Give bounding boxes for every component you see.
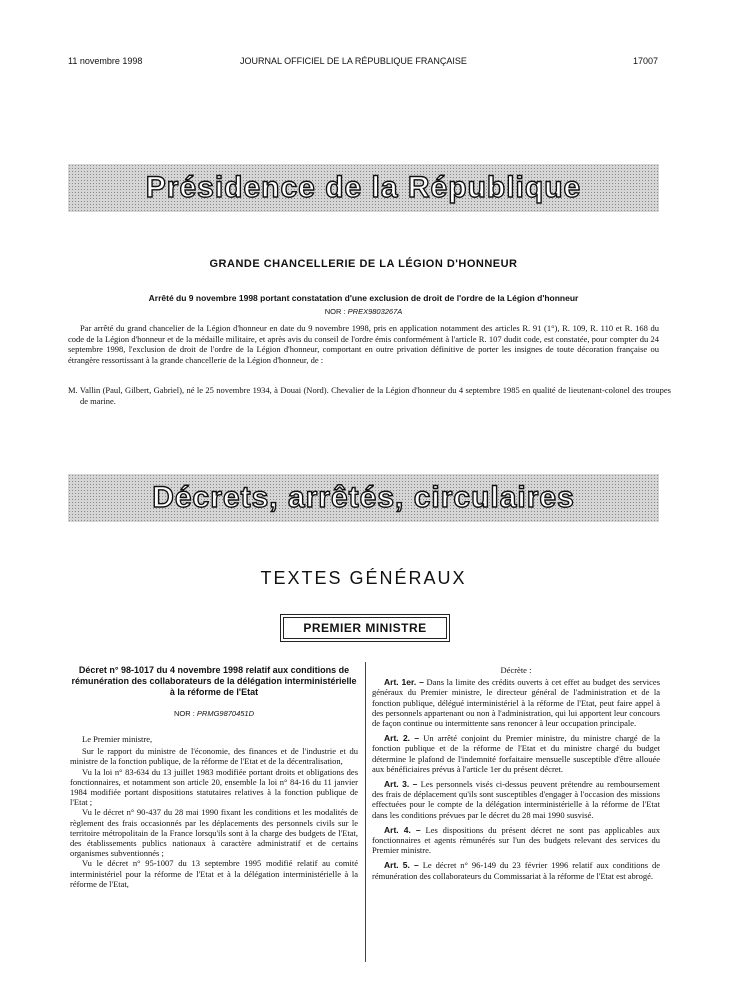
- decree-title: Décret n° 98-1017 du 4 novembre 1998 relatif aux conditions de rémunération des collaborateurs de la délégation interministérielle à la réforme de l'Etat: [71, 665, 357, 697]
- decree-paragraph: Vu le décret n° 90-437 du 28 mai 1990 fixant les conditions et les modalités de règlement des frais occasionnés par les déplacements des personnels civils sur le territoire métropolitain de la France lorsqu'ils sont à la charge des budgets de l'Etat, des établissements publics nationaux à caractère administratif et de certains organismes subventionnés ;: [70, 807, 358, 859]
- section-banner-decrets: [68, 474, 659, 522]
- decree-paragraph: Vu le décret n° 95-1007 du 13 septembre 1995 modifié relatif au comité interministériel pour la réforme de l'Etat et à la délégation interministérielle à la réforme de l'Etat,: [70, 858, 358, 889]
- banner-title: Présidence de la République: [145, 171, 582, 204]
- section-heading: GRANDE CHANCELLERIE DE LA LÉGION D'HONNEUR: [209, 258, 518, 270]
- article-label: Art. 3. –: [384, 779, 418, 790]
- decree-paragraph: Le Premier ministre,: [82, 734, 153, 744]
- section-banner-presidence: [68, 164, 659, 212]
- banner-title: Décrets, arrêtés, circulaires: [152, 481, 575, 514]
- article-text: Les personnels visés ci-dessus peuvent prétendre au remboursement des frais de déplacement qu'ils sont susceptibles d'engager à l'occasion des missions effectuées pour le compte de la délégation interministérielle à la réforme de l'Etat dans les conditions prévues par le décret du 28 mai 1990 susvisé.: [372, 779, 660, 820]
- nor-label: NOR :: [324, 307, 346, 316]
- section-heading: TEXTES GÉNÉRAUX: [260, 568, 467, 588]
- decree-paragraph: Vu la loi n° 83-634 du 13 juillet 1983 modifiée portant droits et obligations des fonctionnaires, et notamment son article 20, ensemble la loi n° 84-16 du 11 janvier 1984 modifiée portant dispositions statutaires relatives à la fonction publique de l'Etat ;: [70, 766, 358, 808]
- article: [372, 733, 660, 774]
- article-text: Les dispositions du présent décret ne sont pas applicables aux fonctionnaires et agents rémunérés sur l'un des budgets relevant des services du Premier ministre.: [372, 824, 661, 856]
- article-text: Un arrêté conjoint du Premier ministre, du ministre chargé de la fonction publique et de la réforme de l'Etat et du ministre chargé du budget détermine le plafond de l'indemnité forfaitaire mensuelle susceptible d'être allouée aux bénéficiaires prévus à l'article 1er du présent décret.: [372, 733, 660, 774]
- article: [372, 860, 660, 880]
- decree-right-column: [372, 665, 660, 886]
- act-title: Arrêté du 9 novembre 1998 portant constatation d'une exclusion de droit de l'ordre de la Légion d'honneur: [148, 293, 579, 303]
- ministry-box: [280, 614, 450, 642]
- nor-reference: [70, 709, 358, 718]
- ministry-label: PREMIER MINISTRE: [283, 617, 447, 639]
- article-label: Art. 2. –: [384, 733, 420, 744]
- nor-code: PRMG9870451D: [196, 709, 255, 718]
- article-label: Art. 5. –: [384, 860, 419, 871]
- header-date: 11 novembre 1998: [68, 56, 143, 66]
- article-label: Art. 1er. –: [384, 677, 424, 688]
- article: [372, 677, 660, 728]
- article-text: Dans la limite des crédits ouverts à cet effet au budget des services généraux du Premier ministre, le directeur général de l'administration et de la fonction publique, délégué interministériel à la réforme de l'Etat, peut faire appel à des personnels appartenant ou non à l'administration, qui lui apportent leur concours de façon continue ou intermittente sans renoncer à leur occupation principale.: [372, 677, 661, 729]
- decrete-label: Décrète :: [500, 665, 532, 675]
- act-paragraph-person: M. Vallin (Paul, Gilbert, Gabriel), né le 25 novembre 1934, à Douai (Nord). Chevalier de la Légion d'honneur du 4 septembre 1985 en qualité de lieutenant-colonel des troupes de marine.: [68, 385, 671, 406]
- header-page-number: 17007: [632, 56, 658, 66]
- decree-paragraph: Sur le rapport du ministre de l'économie, des finances et de l'industrie et du ministre de la fonction publique, de la réforme de l'Etat et de la décentralisation,: [70, 746, 358, 767]
- column-divider: [365, 662, 366, 962]
- nor-reference: [68, 307, 659, 316]
- article: [372, 825, 660, 856]
- header-journal-title: JOURNAL OFFICIEL DE LA RÉPUBLIQUE FRANÇAISE: [240, 56, 467, 66]
- article-text: Le décret n° 96-149 du 23 février 1996 relatif aux conditions de rémunération des collaborateurs du Commissariat à la réforme de l'Etat est abrogé.: [372, 860, 661, 881]
- decree-left-column: [70, 665, 358, 889]
- act-paragraph: Par arrêté du grand chancelier de la Légion d'honneur en date du 9 novembre 1998, pris en application notamment des articles R. 91 (1°), R. 109, R. 110 et R. 168 du code de la Légion d'honneur et de la médaille militaire, et après avis du conseil de l'ordre émis conformément à l'article R. 107 dudit code, est constatée, pour compter du 24 septembre 1998, l'exclusion de droit de l'ordre de la Légion d'honneur, comportant en outre privation définitive de porter les insignes de toute décoration française ou étrangère ressortissant à la grande chancellerie de la Légion d'honneur, de :: [68, 323, 659, 365]
- article-label: Art. 4. –: [384, 824, 421, 835]
- nor-label: NOR :: [173, 709, 195, 718]
- article: [372, 779, 660, 820]
- nor-code: PREX9803267A: [347, 307, 403, 316]
